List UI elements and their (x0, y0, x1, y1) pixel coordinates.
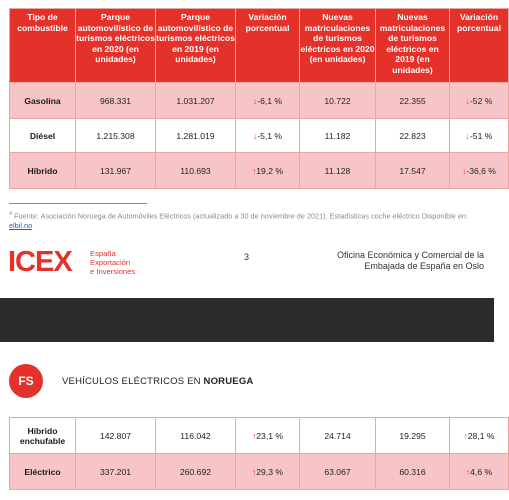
arrow-down-icon: ↓ (252, 130, 258, 141)
header-fuel-type: Tipo de combustible (10, 9, 76, 83)
office-name: Oficina Económica y Comercial de la Embajada de España en Oslo (336, 250, 484, 271)
cell-variation-stock: ↑23,1 % (236, 418, 300, 454)
cell-new-2020: 63.067 (300, 454, 376, 490)
fs-badge: FS (9, 364, 43, 398)
cell-new-2020: 24.714 (300, 418, 376, 454)
cell-new-2019: 22.823 (376, 119, 450, 153)
arrow-down-icon: ↓ (465, 130, 470, 141)
fuel-comparison-table-continued (9, 417, 509, 490)
header-stock-2020: Parque automovilístico de turismos eléctricos en 2020 (en unidades) (76, 9, 156, 83)
arrow-up-icon: ↑ (463, 430, 468, 441)
fuel-comparison-table (9, 8, 509, 189)
cell-stock-2020: 337.201 (76, 454, 156, 490)
footnote-number: 4 (9, 211, 13, 217)
page-separator (0, 298, 494, 342)
arrow-down-icon: ↓ (465, 95, 470, 106)
cell-variation-stock: ↓-6,1 % (236, 83, 300, 119)
cell-stock-2019: 1.031.207 (156, 83, 236, 119)
header-new-2020: Nuevas matriculaciones de turismos eléctricos en 2020 (en unidades) (300, 9, 376, 83)
header-stock-2019: Parque automovilístico de turismos eléctricos en 2019 (en unidades) (156, 9, 236, 83)
arrow-up-icon: ↑ (251, 466, 257, 477)
cell-variation-stock: ↑29,3 % (236, 454, 300, 490)
cell-new-2019: 19.295 (376, 418, 450, 454)
cell-new-2020: 11.128 (300, 153, 376, 189)
table-row-hibrido-enchufable (10, 418, 509, 454)
arrow-down-icon: ↓ (462, 165, 467, 176)
cell-new-2020: 11.182 (300, 119, 376, 153)
table-row-gasolina (10, 83, 509, 119)
cell-stock-2020: 968.331 (76, 83, 156, 119)
cell-fuel: Eléctrico (10, 454, 76, 490)
icex-logo-word: ICEX (8, 246, 72, 278)
cell-stock-2019: 116.042 (156, 418, 236, 454)
cell-stock-2019: 110.693 (156, 153, 236, 189)
footnote-divider (9, 203, 147, 204)
cell-stock-2020: 131.967 (76, 153, 156, 189)
cell-fuel: Gasolina (10, 83, 76, 119)
cell-new-2019: 17.547 (376, 153, 450, 189)
table-row-diesel (10, 119, 509, 153)
cell-fuel: Híbrido (10, 153, 76, 189)
cell-stock-2020: 1.215.308 (76, 119, 156, 153)
footnote-link[interactable]: elbil.no (9, 221, 33, 231)
cell-fuel: Híbrido enchufable (10, 418, 76, 454)
header-variation-new: Variación porcentual (450, 9, 509, 83)
section-title: VEHÍCULOS ELÉCTRICOS EN NORUEGA (62, 376, 254, 387)
icex-logo-subtitle: España Exportación e Inversiones (90, 249, 136, 276)
cell-variation-new: ↑28,1 % (450, 418, 509, 454)
table-row-electrico (10, 454, 509, 490)
cell-variation-stock: ↓-5,1 % (236, 119, 300, 153)
cell-variation-new: ↓-52 % (450, 83, 509, 119)
cell-variation-new: ↑4,6 % (450, 454, 509, 490)
cell-variation-new: ↓-36,6 % (450, 153, 509, 189)
table-row-hibrido (10, 153, 509, 189)
cell-stock-2019: 260.692 (156, 454, 236, 490)
arrow-up-icon: ↑ (465, 466, 471, 477)
page-number: 3 (244, 252, 250, 262)
cell-stock-2019: 1.281.019 (156, 119, 236, 153)
arrow-down-icon: ↓ (252, 95, 258, 106)
cell-stock-2020: 142.807 (76, 418, 156, 454)
table-header-row (10, 9, 509, 83)
header-new-2019: Nuevas matriculaciones de turismos eléctricos en 2019 (en unidades) (376, 9, 450, 83)
footnote (9, 209, 494, 231)
cell-new-2020: 10.722 (300, 83, 376, 119)
cell-fuel: Diésel (10, 119, 76, 153)
footnote-text: Fuente: Asociación Noruega de Automóviles Eléctricos (actualizado a 30 de noviembre de 2021). Estadísticas coche eléctrico Disponible en: (12, 211, 468, 221)
header-variation-stock: Variación porcentual (236, 9, 300, 83)
cell-variation-new: ↓-51 % (450, 119, 509, 153)
cell-new-2019: 22.355 (376, 83, 450, 119)
arrow-up-icon: ↑ (251, 165, 257, 176)
cell-variation-stock: ↑19,2 % (236, 153, 300, 189)
arrow-up-icon: ↑ (251, 430, 257, 441)
cell-new-2019: 60.316 (376, 454, 450, 490)
